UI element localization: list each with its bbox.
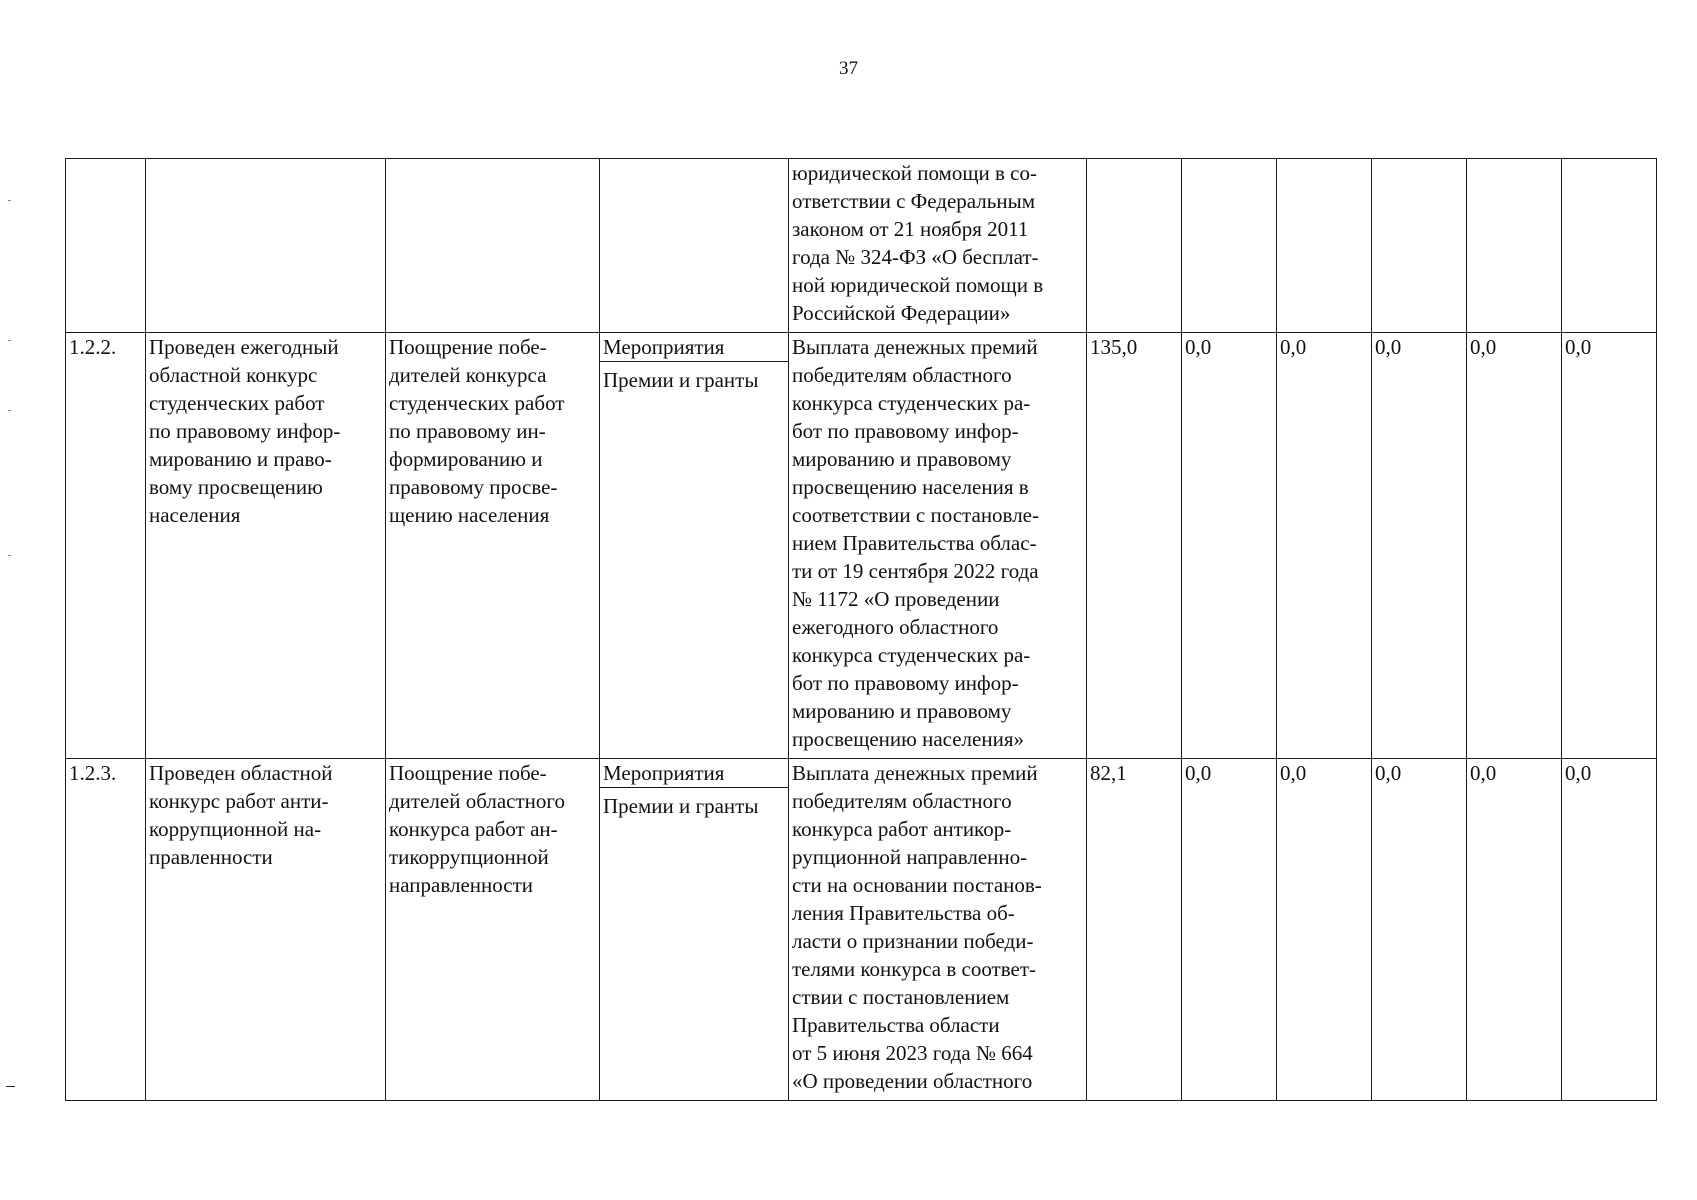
type-category: Мероприятия bbox=[600, 333, 788, 362]
cell-description bbox=[789, 159, 1087, 333]
cell-number bbox=[66, 159, 146, 333]
cell-value bbox=[1467, 333, 1562, 759]
description-text: Выплата денежных премий победителям областного конкурса работ антикор- рупционной направленно- сти на основании постанов- ления Правительства об- ласти о признании победи- телями конкурса в соответ- ствии с постановлением Правительства области от 5 июня 2023 года № 664 «О проведении областного bbox=[792, 761, 1042, 1093]
value-text: 135,0 bbox=[1090, 335, 1138, 359]
cell-value bbox=[1087, 333, 1182, 759]
cell-value bbox=[1372, 759, 1467, 1101]
result-text: Проведен ежегодный областной конкурс студенческих работ по правовому инфор- мированию и право- вому просвещению населения bbox=[149, 335, 341, 527]
value-text: 0,0 bbox=[1280, 335, 1307, 359]
cell-number bbox=[66, 333, 146, 759]
cell-value bbox=[1182, 759, 1277, 1101]
cell-value bbox=[1182, 159, 1277, 333]
purpose-text: Поощрение побе- дителей областного конкурса работ ан- тикоррупционной направленности bbox=[389, 761, 565, 897]
cell-value bbox=[1277, 333, 1372, 759]
result-text: Проведен областной конкурс работ анти- коррупционной на- правленности bbox=[149, 761, 333, 869]
scan-dust-mark bbox=[8, 200, 11, 201]
cell-purpose bbox=[386, 333, 600, 759]
value-text: 0,0 bbox=[1185, 335, 1212, 359]
cell-purpose bbox=[386, 759, 600, 1101]
page-number: 37 bbox=[839, 58, 858, 79]
value-text: 0,0 bbox=[1375, 761, 1402, 785]
table-row bbox=[66, 759, 1657, 1101]
row-number: 1.2.3. bbox=[69, 761, 117, 785]
cell-value bbox=[1182, 333, 1277, 759]
value-text: 82,1 bbox=[1090, 761, 1127, 785]
type-subcategory: Премии и гранты bbox=[603, 368, 759, 392]
cell-value bbox=[1087, 159, 1182, 333]
purpose-text: Поощрение побе- дителей конкурса студенческих работ по правовому ин- формированию и правовому просве- щению населения bbox=[389, 335, 565, 527]
description-text: Выплата денежных премий победителям областного конкурса студенческих ра- бот по правовому инфор- мированию и правовому просвещению населения в соответствии с постановле- нием Правительства облас- ти от 19 сентября 2022 года № 1172 «О проведении ежегодного областного конкурса студенческих ра- бот по правовому инфор- мированию и правовому просвещению населения» bbox=[792, 335, 1039, 751]
scan-dust-mark bbox=[8, 410, 11, 411]
type-category: Мероприятия bbox=[600, 759, 788, 788]
program-table bbox=[65, 158, 1657, 1101]
cell-result bbox=[146, 159, 386, 333]
cell-type bbox=[600, 333, 789, 759]
cell-description bbox=[789, 759, 1087, 1101]
scan-dust-mark bbox=[8, 555, 11, 556]
cell-type bbox=[600, 759, 789, 1101]
cell-value bbox=[1087, 759, 1182, 1101]
row-number: 1.2.2. bbox=[69, 335, 117, 359]
cell-type bbox=[600, 159, 789, 333]
scan-margin-mark bbox=[6, 1086, 15, 1087]
cell-value bbox=[1562, 333, 1657, 759]
table-row bbox=[66, 333, 1657, 759]
value-text: 0,0 bbox=[1470, 335, 1497, 359]
table-row-continuation bbox=[66, 159, 1657, 333]
cell-number bbox=[66, 759, 146, 1101]
value-text: 0,0 bbox=[1565, 335, 1592, 359]
value-text: 0,0 bbox=[1470, 761, 1497, 785]
value-text: 0,0 bbox=[1280, 761, 1307, 785]
cell-value bbox=[1467, 759, 1562, 1101]
cell-value bbox=[1562, 159, 1657, 333]
cell-value bbox=[1277, 159, 1372, 333]
cell-value bbox=[1372, 159, 1467, 333]
value-text: 0,0 bbox=[1375, 335, 1402, 359]
cell-value bbox=[1277, 759, 1372, 1101]
cell-value bbox=[1562, 759, 1657, 1101]
cell-result bbox=[146, 333, 386, 759]
cell-purpose bbox=[386, 159, 600, 333]
type-subcategory: Премии и гранты bbox=[603, 794, 759, 818]
cell-result bbox=[146, 759, 386, 1101]
scan-dust-mark bbox=[8, 340, 11, 341]
value-text: 0,0 bbox=[1565, 761, 1592, 785]
cell-value bbox=[1372, 333, 1467, 759]
cell-description bbox=[789, 333, 1087, 759]
value-text: 0,0 bbox=[1185, 761, 1212, 785]
description-text: юридической помощи в со- ответствии с Федеральным законом от 21 ноября 2011 года № 324-ФЗ «О бесплат- ной юридической помощи в Российской Федерации» bbox=[792, 161, 1044, 325]
cell-value bbox=[1467, 159, 1562, 333]
